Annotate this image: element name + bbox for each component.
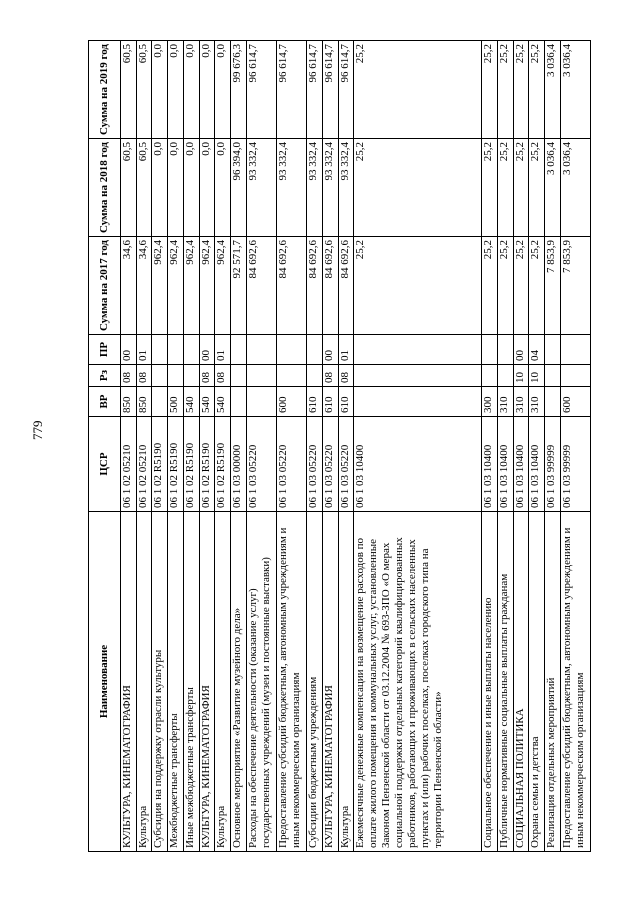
table-cell-rz: 08	[338, 365, 354, 387]
header-2018: Сумма на 2018 год	[89, 139, 121, 237]
table-cell-rz: 08	[199, 365, 215, 387]
table-cell-2019: 25,2	[482, 41, 498, 139]
table-cell-name: Социальное обеспечение и иные выплаты населению	[482, 512, 498, 852]
table-cell-name: Культура	[215, 512, 231, 852]
table-cell-vr: 850	[136, 387, 152, 417]
table-cell-name: КУЛЬТУРА, КИНЕМАТОГРАФИЯ	[199, 512, 215, 852]
table-cell-vr	[354, 387, 482, 417]
table-cell-csr: 06 1 03 05220	[276, 417, 306, 512]
table-row	[513, 41, 529, 852]
table-cell-pr	[354, 335, 482, 365]
table-cell-2018: 0,0	[199, 139, 215, 237]
table-cell-2017: 84 692,6	[338, 237, 354, 335]
table-cell-2018: 3 036,4	[544, 139, 560, 237]
table-row	[338, 41, 354, 852]
header-2019: Сумма на 2019 год	[89, 41, 121, 139]
table-cell-name: КУЛЬТУРА, КИНЕМАТОГРАФИЯ	[121, 512, 137, 852]
table-cell-2018: 60,5	[136, 139, 152, 237]
table-cell-rz	[307, 365, 323, 387]
table-cell-2018: 60,5	[121, 139, 137, 237]
table-cell-rz: 08	[136, 365, 152, 387]
header-vr: ВР	[89, 387, 121, 417]
table-cell-2018: 93 332,4	[322, 139, 338, 237]
table-cell-2017: 84 692,6	[276, 237, 306, 335]
table-cell-2018: 96 394,0	[230, 139, 246, 237]
table-cell-name: Культура	[338, 512, 354, 852]
table-cell-pr	[230, 335, 246, 365]
table-cell-csr: 06 1 02 R5190	[168, 417, 184, 512]
table-cell-pr	[183, 335, 199, 365]
table-cell-vr: 540	[183, 387, 199, 417]
table-cell-rz	[168, 365, 184, 387]
budget-table	[88, 40, 591, 852]
table-cell-name: Культура	[136, 512, 152, 852]
table-cell-pr	[276, 335, 306, 365]
table-cell-2018: 0,0	[168, 139, 184, 237]
table-row	[276, 41, 306, 852]
table-cell-2017: 962,4	[215, 237, 231, 335]
table-cell-csr: 06 1 03 05220	[307, 417, 323, 512]
table-cell-name: Ежемесячные денежные компенсации на возмещение расходов по оплате жилого помещения и коммунальных услуг, установленные Законом Пензенской области от 03.12.2004 № 693-ЗПО «О мерах социальной поддержки отдельных категорий квалифицированных работников, работающих и проживающих в сельских населенных пунктах и (или) рабочих поселках, поселках городского типа на территории Пензенской области»	[354, 512, 482, 852]
table-row	[529, 41, 545, 852]
table-cell-rz	[354, 365, 482, 387]
table-cell-vr: 850	[121, 387, 137, 417]
table-cell-rz	[230, 365, 246, 387]
table-cell-2019: 96 614,7	[322, 41, 338, 139]
table-cell-vr: 300	[482, 387, 498, 417]
table-cell-2019: 96 614,7	[276, 41, 306, 139]
table-cell-2019: 60,5	[121, 41, 137, 139]
table-cell-name: Реализация отдельных мероприятий	[544, 512, 560, 852]
table-cell-name: Предоставление субсидий бюджетным, автономным учреждениям и иным некоммерческим организациям	[560, 512, 590, 852]
table-cell-2019: 96 614,7	[246, 41, 276, 139]
table-cell-2018: 0,0	[215, 139, 231, 237]
table-cell-csr: 06 1 03 99999	[560, 417, 590, 512]
table-cell-2018: 93 332,4	[276, 139, 306, 237]
table-cell-vr: 600	[276, 387, 306, 417]
table-cell-2019: 0,0	[168, 41, 184, 139]
table-row	[121, 41, 137, 852]
table-cell-2017: 25,2	[513, 237, 529, 335]
table-cell-vr	[544, 387, 560, 417]
table-cell-rz: 08	[215, 365, 231, 387]
table-cell-rz	[560, 365, 590, 387]
table-cell-pr	[246, 335, 276, 365]
table-cell-csr: 06 1 03 10400	[529, 417, 545, 512]
table-cell-name: Иные межбюджетные трансферты	[183, 512, 199, 852]
table-row	[560, 41, 590, 852]
table-cell-rz: 08	[121, 365, 137, 387]
table-cell-2017: 25,2	[354, 237, 482, 335]
table-row	[246, 41, 276, 852]
table-cell-vr: 610	[307, 387, 323, 417]
table-cell-name: Межбюджетные трансферты	[168, 512, 184, 852]
header-2017: Сумма на 2017 год	[89, 237, 121, 335]
table-cell-2019: 25,2	[497, 41, 513, 139]
table-cell-name: СОЦИАЛЬНАЯ ПОЛИТИКА	[513, 512, 529, 852]
table-cell-vr: 540	[199, 387, 215, 417]
table-cell-csr: 06 1 02 R5190	[215, 417, 231, 512]
table-cell-2019: 25,2	[354, 41, 482, 139]
table-cell-name: Субсидии бюджетным учреждениям	[307, 512, 323, 852]
header-rz: Рз	[89, 365, 121, 387]
table-cell-csr: 06 1 02 05210	[136, 417, 152, 512]
table-cell-2017: 92 571,7	[230, 237, 246, 335]
table-cell-vr: 610	[338, 387, 354, 417]
table-cell-vr	[230, 387, 246, 417]
table-cell-rz	[497, 365, 513, 387]
table-cell-name: Предоставление субсидий бюджетным, автономным учреждениям и иным некоммерческим организациям	[276, 512, 306, 852]
page-number: 779	[30, 420, 45, 440]
table-cell-2017: 25,2	[482, 237, 498, 335]
table-cell-csr: 06 1 03 10400	[497, 417, 513, 512]
table-cell-vr: 540	[215, 387, 231, 417]
table-cell-2017: 962,4	[152, 237, 168, 335]
table-cell-vr: 310	[513, 387, 529, 417]
table-cell-vr: 500	[168, 387, 184, 417]
table-cell-vr	[246, 387, 276, 417]
table-cell-rz	[152, 365, 168, 387]
table-row	[497, 41, 513, 852]
table-row	[230, 41, 246, 852]
table-cell-name: Охрана семьи и детства	[529, 512, 545, 852]
table-cell-csr: 06 1 03 99999	[544, 417, 560, 512]
table-cell-pr	[497, 335, 513, 365]
table-cell-2017: 962,4	[183, 237, 199, 335]
table-cell-2019: 99 676,3	[230, 41, 246, 139]
table-row	[152, 41, 168, 852]
budget-table-container	[88, 42, 591, 852]
table-cell-2019: 0,0	[215, 41, 231, 139]
table-cell-rz: 10	[513, 365, 529, 387]
table-cell-vr: 600	[560, 387, 590, 417]
table-cell-vr: 310	[497, 387, 513, 417]
header-csr: ЦСР	[89, 417, 121, 512]
table-cell-2018: 25,2	[529, 139, 545, 237]
table-cell-2019: 25,2	[513, 41, 529, 139]
table-cell-2018: 25,2	[497, 139, 513, 237]
table-cell-csr: 06 1 03 10400	[354, 417, 482, 512]
table-cell-2017: 34,6	[136, 237, 152, 335]
table-cell-name: Публичные нормативные социальные выплаты гражданам	[497, 512, 513, 852]
table-cell-2019: 0,0	[183, 41, 199, 139]
table-cell-pr	[307, 335, 323, 365]
table-cell-2018: 93 332,4	[338, 139, 354, 237]
table-cell-pr: 00	[322, 335, 338, 365]
table-cell-2017: 7 853,9	[544, 237, 560, 335]
table-cell-pr	[544, 335, 560, 365]
table-cell-2017: 84 692,6	[322, 237, 338, 335]
table-row	[199, 41, 215, 852]
table-cell-2017: 84 692,6	[246, 237, 276, 335]
table-row	[544, 41, 560, 852]
table-cell-pr: 00	[121, 335, 137, 365]
table-cell-csr: 06 1 03 10400	[482, 417, 498, 512]
table-cell-pr	[560, 335, 590, 365]
table-cell-2017: 25,2	[529, 237, 545, 335]
table-cell-pr: 00	[199, 335, 215, 365]
table-cell-csr: 06 1 03 05220	[246, 417, 276, 512]
table-row	[215, 41, 231, 852]
table-cell-csr: 06 1 03 05220	[338, 417, 354, 512]
table-cell-2019: 60,5	[136, 41, 152, 139]
table-cell-name: КУЛЬТУРА, КИНЕМАТОГРАФИЯ	[322, 512, 338, 852]
header-pr: ПР	[89, 335, 121, 365]
table-cell-pr: 01	[136, 335, 152, 365]
table-cell-csr: 06 1 02 05210	[121, 417, 137, 512]
table-row	[354, 41, 482, 852]
table-cell-pr: 00	[513, 335, 529, 365]
table-cell-rz: 08	[322, 365, 338, 387]
table-cell-rz	[246, 365, 276, 387]
table-cell-vr: 610	[322, 387, 338, 417]
table-cell-name: Расходы на обеспечение деятельности (оказание услуг) государственных учреждений (музеи и постоянные выставки)	[246, 512, 276, 852]
table-row	[322, 41, 338, 852]
table-cell-rz	[482, 365, 498, 387]
table-cell-2017: 962,4	[199, 237, 215, 335]
table-cell-rz: 10	[529, 365, 545, 387]
table-cell-pr	[152, 335, 168, 365]
table-cell-2018: 3 036,4	[560, 139, 590, 237]
table-cell-2017: 25,2	[497, 237, 513, 335]
table-cell-pr: 04	[529, 335, 545, 365]
table-row	[482, 41, 498, 852]
table-cell-2019: 3 036,4	[544, 41, 560, 139]
table-cell-csr: 06 1 03 10400	[513, 417, 529, 512]
table-cell-csr: 06 1 02 R5190	[199, 417, 215, 512]
table-cell-pr	[168, 335, 184, 365]
table-cell-2018: 25,2	[513, 139, 529, 237]
table-header-row	[89, 41, 121, 852]
table-cell-vr	[152, 387, 168, 417]
table-cell-csr: 06 1 02 R5190	[183, 417, 199, 512]
table-row	[307, 41, 323, 852]
table-cell-2018: 93 332,4	[246, 139, 276, 237]
table-cell-pr: 01	[215, 335, 231, 365]
table-cell-2018: 25,2	[354, 139, 482, 237]
table-cell-vr: 310	[529, 387, 545, 417]
table-cell-2019: 0,0	[152, 41, 168, 139]
table-cell-csr: 06 1 02 R5190	[152, 417, 168, 512]
table-cell-csr: 06 1 03 05220	[322, 417, 338, 512]
header-name: Наименование	[89, 512, 121, 852]
table-cell-name: Субсидия на поддержку отрасли культуры	[152, 512, 168, 852]
table-cell-csr: 06 1 03 00000	[230, 417, 246, 512]
table-cell-2019: 0,0	[199, 41, 215, 139]
table-cell-2019: 96 614,7	[307, 41, 323, 139]
table-cell-pr	[482, 335, 498, 365]
table-cell-2017: 84 692,6	[307, 237, 323, 335]
table-row	[183, 41, 199, 852]
table-cell-name: Основное мероприятие «Развитие музейного дела»	[230, 512, 246, 852]
table-cell-pr: 01	[338, 335, 354, 365]
table-cell-2018: 25,2	[482, 139, 498, 237]
table-row	[168, 41, 184, 852]
table-cell-rz	[544, 365, 560, 387]
table-cell-2017: 7 853,9	[560, 237, 590, 335]
table-cell-2019: 3 036,4	[560, 41, 590, 139]
table-cell-2019: 96 614,7	[338, 41, 354, 139]
table-cell-2018: 0,0	[183, 139, 199, 237]
table-cell-2019: 25,2	[529, 41, 545, 139]
table-cell-2017: 34,6	[121, 237, 137, 335]
table-cell-2018: 93 332,4	[307, 139, 323, 237]
table-cell-rz	[276, 365, 306, 387]
table-cell-2018: 0,0	[152, 139, 168, 237]
table-cell-2017: 962,4	[168, 237, 184, 335]
table-row	[136, 41, 152, 852]
table-cell-rz	[183, 365, 199, 387]
